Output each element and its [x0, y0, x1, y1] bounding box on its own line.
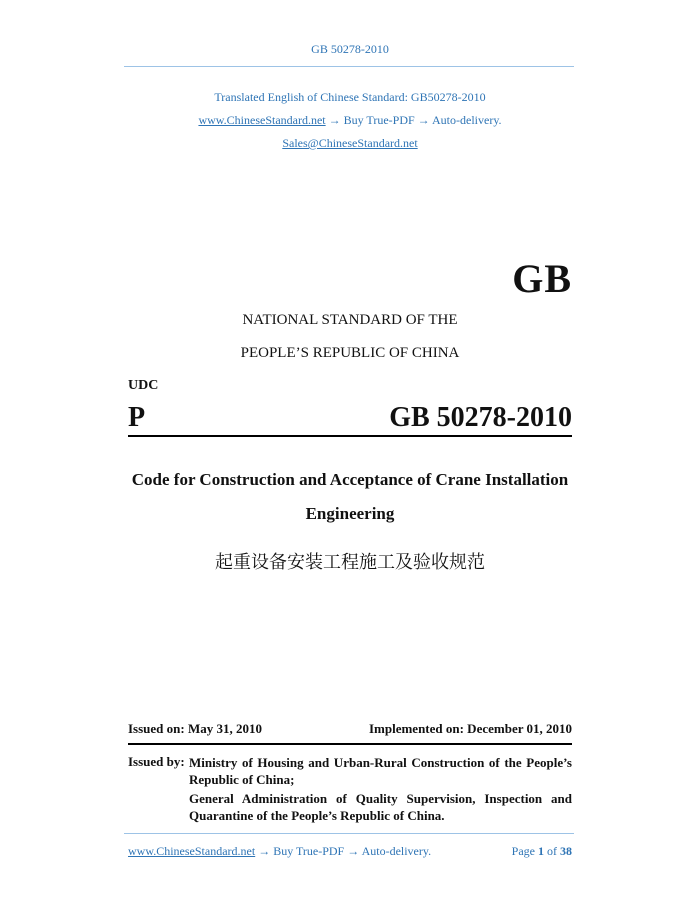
footer-site-line: [128, 844, 431, 859]
page-word: Page: [511, 844, 535, 858]
issued-on-date: Issued on: May 31, 2010: [128, 721, 262, 736]
national-standard-line1: NATIONAL STANDARD OF THE: [242, 312, 458, 328]
gb-logo: GB: [512, 256, 572, 301]
footer-divider: [124, 833, 574, 834]
header-divider: [124, 66, 574, 67]
title-divider: [128, 435, 572, 437]
page-current: 1: [538, 844, 544, 858]
issuer-aqsiq: General Administration of Quality Supervision, Inspection and Quarantine of the People’s Republic of China.: [189, 791, 572, 823]
title-zh: 起重设备安装工程施工及验收规范: [215, 552, 485, 573]
standard-number: GB 50278-2010: [389, 402, 572, 433]
site-link[interactable]: www.ChineseStandard.net: [198, 113, 326, 127]
implemented-on-date: Implemented on: December 01, 2010: [368, 721, 572, 736]
footer-site-suffix: → Buy True-PDF → Auto-delivery.: [255, 844, 432, 858]
classification-code: P: [128, 402, 146, 433]
page-total: 38: [560, 844, 572, 858]
footer-site-link[interactable]: www.ChineseStandard.net: [128, 844, 256, 858]
email-link[interactable]: Sales@ChineseStandard.net: [282, 136, 418, 150]
issued-by-label: Issued by:: [128, 754, 185, 769]
dates-divider: [128, 743, 572, 745]
promo-email-line: [0, 136, 700, 151]
promo-line: Translated English of Chinese Standard: GB50278-2010: [214, 90, 486, 104]
udc-label: UDC: [128, 378, 159, 393]
title-en-line1: Code for Construction and Acceptance of Crane Installation: [131, 470, 569, 489]
national-standard-line2: PEOPLE’S REPUBLIC OF CHINA: [240, 345, 460, 361]
page-of: of: [547, 844, 557, 858]
site-suffix: → Buy True-PDF → Auto-delivery.: [325, 113, 502, 127]
issuer-ministry: Ministry of Housing and Urban-Rural Construction of the People’s Republic of China;: [189, 755, 572, 787]
page-counter: [512, 844, 572, 859]
running-title: GB 50278-2010: [311, 42, 389, 56]
promo-site-line: [0, 113, 700, 128]
title-en-line2: Engineering: [305, 504, 395, 523]
